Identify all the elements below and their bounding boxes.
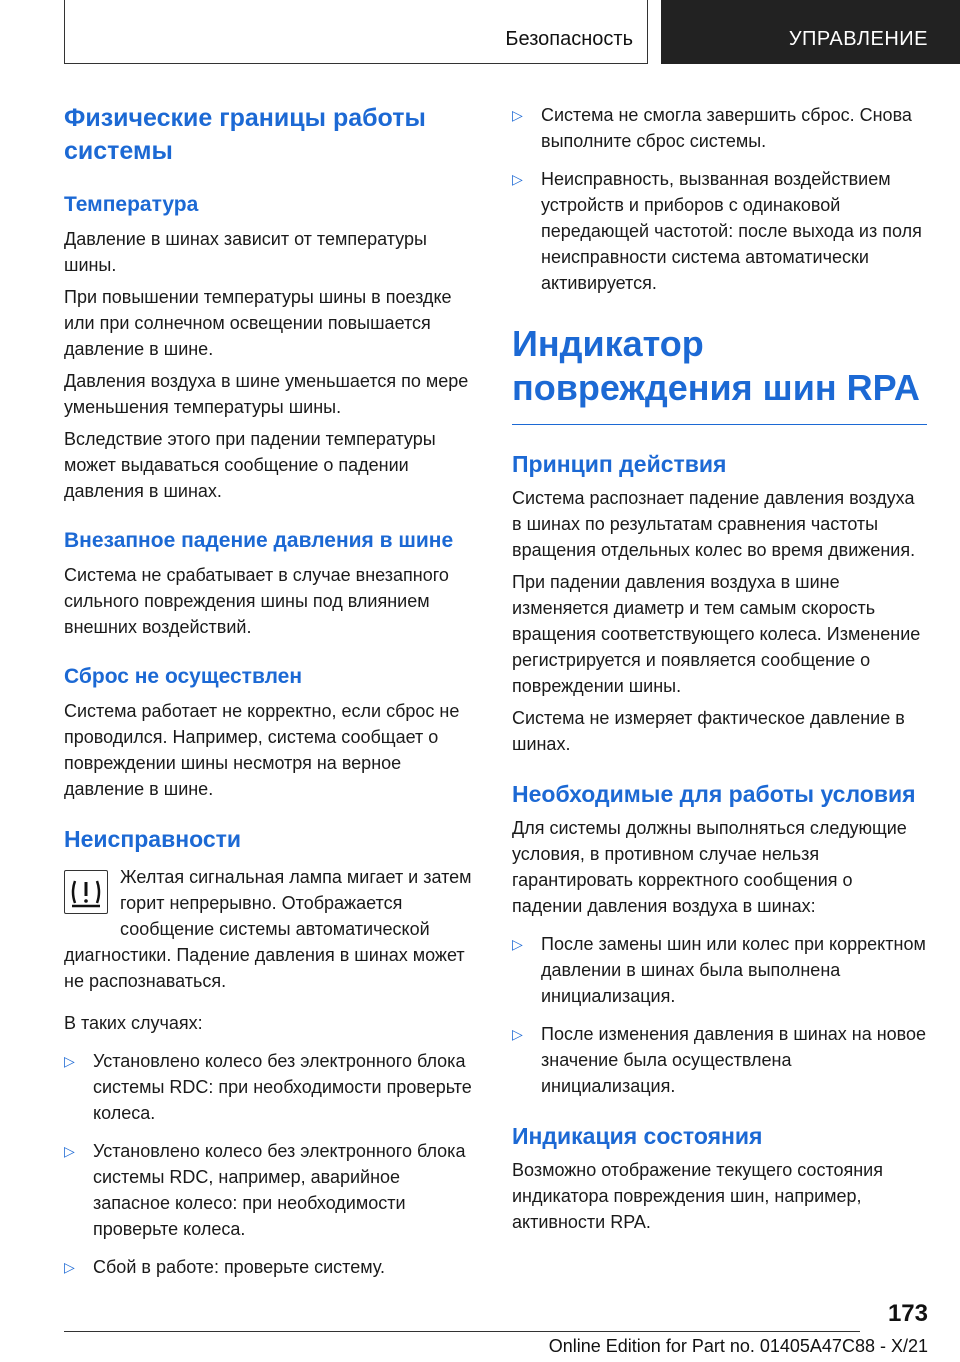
- triangle-bullet-icon: ▷: [512, 171, 523, 187]
- principle-heading: Принцип действия: [512, 451, 727, 477]
- header-chapter-label: УПРАВЛЕНИЕ: [788, 28, 928, 50]
- principle-p3: Система не измеряет фактическое давление в шинах.: [512, 708, 905, 754]
- limits-title: Физические границы работы системы: [64, 104, 426, 165]
- rpa-title-rule: [512, 424, 927, 425]
- header-section-label: Безопасность: [505, 28, 633, 50]
- triangle-bullet-icon: ▷: [512, 107, 523, 123]
- temperature-heading: Температура: [64, 193, 199, 216]
- status-heading: Индикация состояния: [512, 1123, 763, 1149]
- faults-heading: Неисправности: [64, 826, 242, 852]
- rpa-title: Индикатор повреждения шин RPA: [512, 323, 920, 408]
- temperature-p2: При повышении температуры шины в поездке или при солнечном освещении повышается давление в шине.: [64, 287, 452, 359]
- header-chapter-tab: [661, 0, 960, 64]
- sudden-drop-heading: Внезапное падение давления в шине: [64, 529, 454, 552]
- faults-list-continued: [512, 102, 927, 296]
- tire-pressure-warning-icon: [64, 870, 108, 914]
- list-item: ▷ После изменения давления в шинах на новое значение была осуществлена инициализация.: [512, 1021, 927, 1099]
- footer-rule: [64, 1331, 860, 1332]
- footer-edition: Online Edition for Part no. 01405A47C88 - X/21: [548, 1336, 928, 1356]
- conditions-p1: Для системы должны выполняться следующие условия, в противном случае нельзя гарантировать корректного сообщения о падении давления воздуха в шинах:: [512, 818, 907, 916]
- faults-list: [64, 1048, 479, 1280]
- temperature-p4: Вследствие этого при падении температуры может выдаваться сообщение о падении давления в шинах.: [64, 429, 436, 501]
- principle-p1: Система распознает падение давления воздуха в шинах по результатам сравнения частоты вращения отдельных колес во время движения.: [512, 488, 916, 560]
- list-item: ▷ Сбой в работе: проверьте систему.: [64, 1254, 479, 1280]
- triangle-bullet-icon: ▷: [512, 936, 523, 952]
- principle-p2: При падении давления воздуха в шине изменяется диаметр и тем самым скорость вращения соответствующего колеса. Изменение регистрируется и появляется сообщение о повреждении шины.: [512, 572, 921, 696]
- page-number: 173: [887, 1300, 928, 1327]
- temperature-p1: Давление в шинах зависит от температуры шины.: [64, 229, 427, 275]
- sudden-drop-p1: Система не срабатывает в случае внезапного сильного повреждения шины под влиянием внешних воздействий.: [64, 565, 449, 637]
- header-section-tab: [64, 0, 648, 64]
- reset-p1: Система работает не корректно, если сброс не проводился. Например, система сообщает о повреждении шины несмотря на верное давление в шине.: [64, 701, 460, 799]
- triangle-bullet-icon: ▷: [64, 1053, 75, 1069]
- triangle-bullet-icon: ▷: [64, 1143, 75, 1159]
- list-item: ▷ Система не смогла завершить сброс. Снова выполните сброс системы.: [512, 102, 927, 154]
- status-p1: Возможно отображение текущего состояния индикатора повреждения шин, например, активности RPA.: [512, 1160, 883, 1232]
- conditions-list: [512, 931, 927, 1099]
- list-item: ▷ После замены шин или колес при корректном давлении в шинах была выполнена инициализация.: [512, 931, 927, 1009]
- list-item: ▷ Неисправность, вызванная воздействием устройств и приборов с одинаковой передающей частотой: после выхода из поля неисправности система автоматически активируется.: [512, 166, 927, 296]
- faults-warning-block: [64, 864, 479, 994]
- list-item: ▷ Установлено колесо без электронного блока системы RDC: при необходимости проверьте колеса.: [64, 1048, 479, 1126]
- right-column: [512, 96, 927, 1235]
- list-item: ▷ Установлено колесо без электронного блока системы RDC, например, аварийное запасное колесо: при необходимости проверьте колеса.: [64, 1138, 479, 1242]
- conditions-heading: Необходимые для работы условия: [512, 781, 916, 807]
- left-column: [64, 102, 479, 1280]
- faults-warning-text: Желтая сигнальная лампа мигает и затем горит непрерывно. Отображается сообщение системы автоматической диагностики. Падение давления в шинах может не распознаваться.: [64, 867, 472, 991]
- faults-intro: В таких случаях:: [64, 1013, 203, 1033]
- temperature-p3: Давления воздуха в шине уменьшается по мере уменьшения температуры шины.: [64, 371, 469, 417]
- triangle-bullet-icon: ▷: [512, 1026, 523, 1042]
- triangle-bullet-icon: ▷: [64, 1259, 75, 1275]
- reset-heading: Сброс не осуществлен: [64, 665, 303, 688]
